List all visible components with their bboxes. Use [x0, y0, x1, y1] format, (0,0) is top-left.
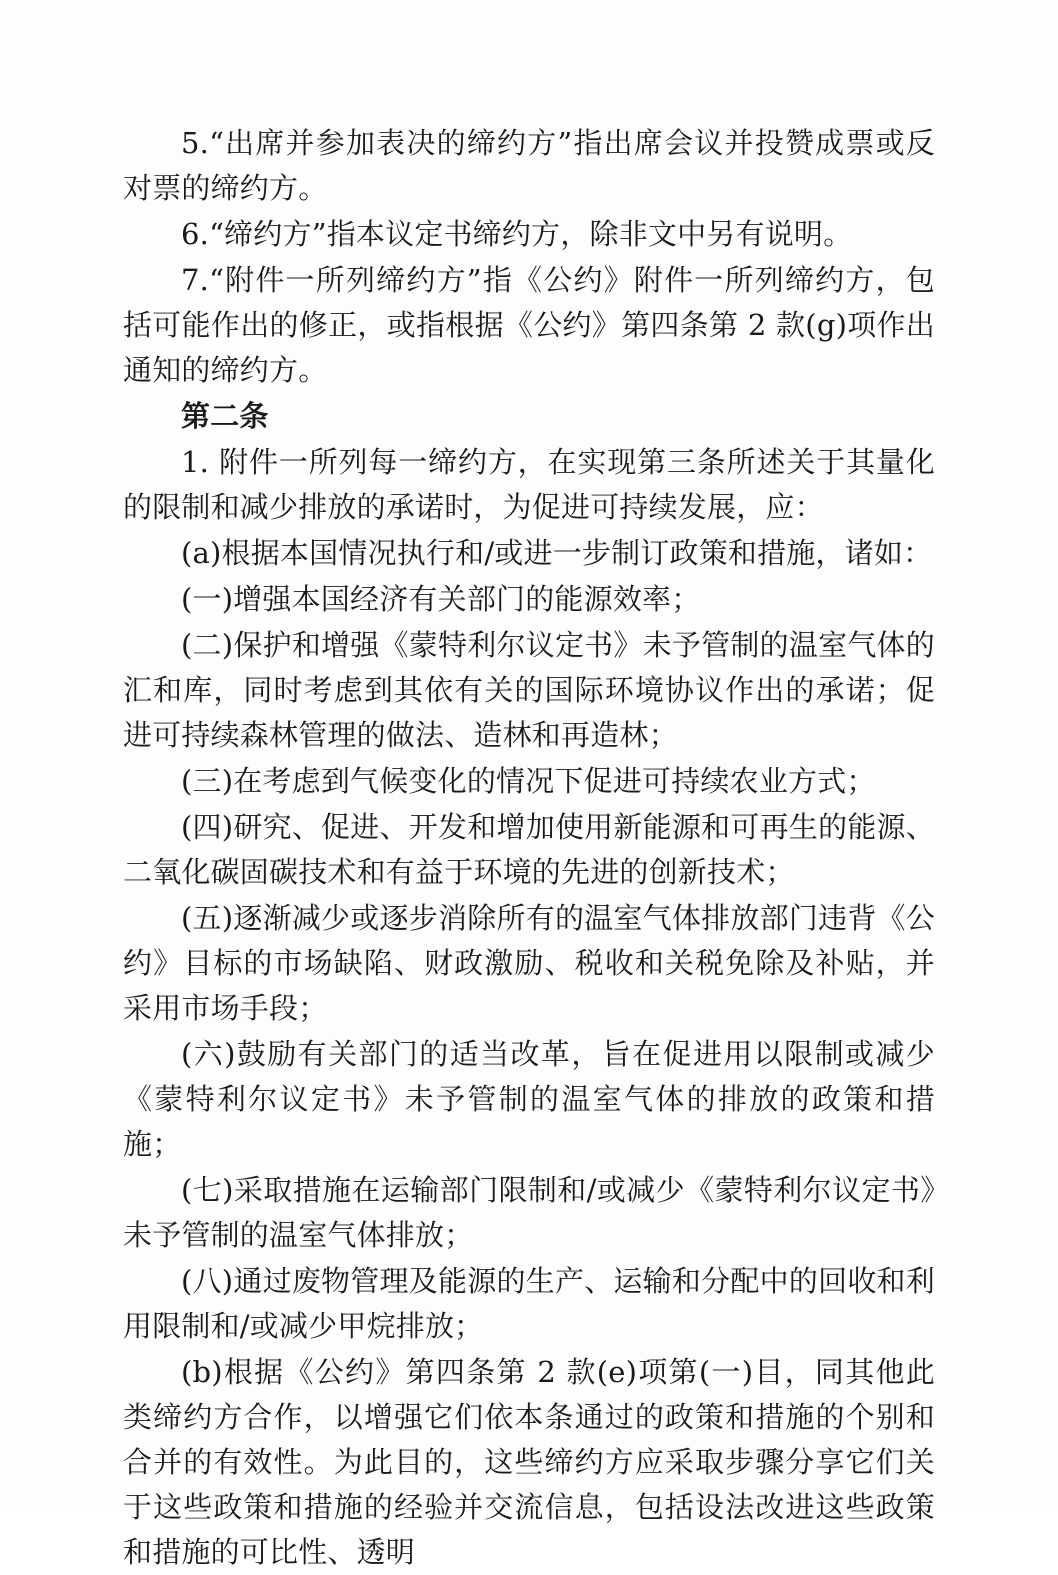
paragraph-sub-4: (四)研究、促进、开发和增加使用新能源和可再生的能源、二氧化碳固碳技术和有益于环境的先进的创新技术； — [123, 810, 935, 889]
article-heading: 第二条 — [181, 399, 269, 433]
paragraph-sub-1: (一)增强本国经济有关部门的能源效率； — [181, 582, 701, 616]
paragraph-sub-3: (三)在考虑到气候变化的情况下促进可持续农业方式； — [181, 764, 876, 798]
paragraph-sub-8: (八)通过废物管理及能源的生产、运输和分配中的回收和利用限制和/或减少甲烷排放； — [123, 1264, 935, 1343]
paragraph-sub-7: (七)采取措施在运输部门限制和/或减少《蒙特利尔议定书》未予管制的温室气体排放； — [123, 1173, 935, 1252]
paragraph-item-5: 5.“出席并参加表决的缔约方”指出席会议并投赞成票或反对票的缔约方。 — [123, 126, 935, 205]
paragraph-a: (a)根据本国情况执行和/或进一步制订政策和措施，诸如： — [181, 536, 933, 570]
paragraph-sub-6: (六)鼓励有关部门的适当改革，旨在促进用以限制或减少《蒙特利尔议定书》未予管制的温室气体的排放的政策和措施； — [123, 1037, 935, 1161]
paragraph-item-6: 6.“缔约方”指本议定书缔约方，除非文中另有说明。 — [181, 217, 853, 251]
paragraph-b: (b)根据《公约》第四条第 2 款(e)项第(一)目，同其他此类缔约方合作，以增强它们依本条通过的政策和措施的个别和合并的有效性。为此目的，这些缔约方应采取步骤分享它们关于这些政策和措施的经验并交流信息，包括设法改进这些政策和措施的可比性、透明 — [123, 1355, 935, 1569]
paragraph-item-7: 7.“附件一所列缔约方”指《公约》附件一所列缔约方，包括可能作出的修正，或指根据《公约》第四条第 2 款(g)项作出通知的缔约方。 — [123, 263, 935, 387]
paragraph-sub-2: (二)保护和增强《蒙特利尔议定书》未予管制的温室气体的汇和库，同时考虑到其依有关的国际环境协议作出的承诺；促进可持续森林管理的做法、造林和再造林； — [123, 628, 935, 752]
document-body — [123, 121, 935, 1575]
paragraph-sub-5: (五)逐渐减少或逐步消除所有的温室气体排放部门违背《公约》目标的市场缺陷、财政激励、税收和关税免除及补贴，并采用市场手段； — [123, 901, 935, 1025]
paragraph-1: 1. 附件一所列每一缔约方，在实现第三条所述关于其量化的限制和减少排放的承诺时，为促进可持续发展，应： — [123, 445, 935, 524]
